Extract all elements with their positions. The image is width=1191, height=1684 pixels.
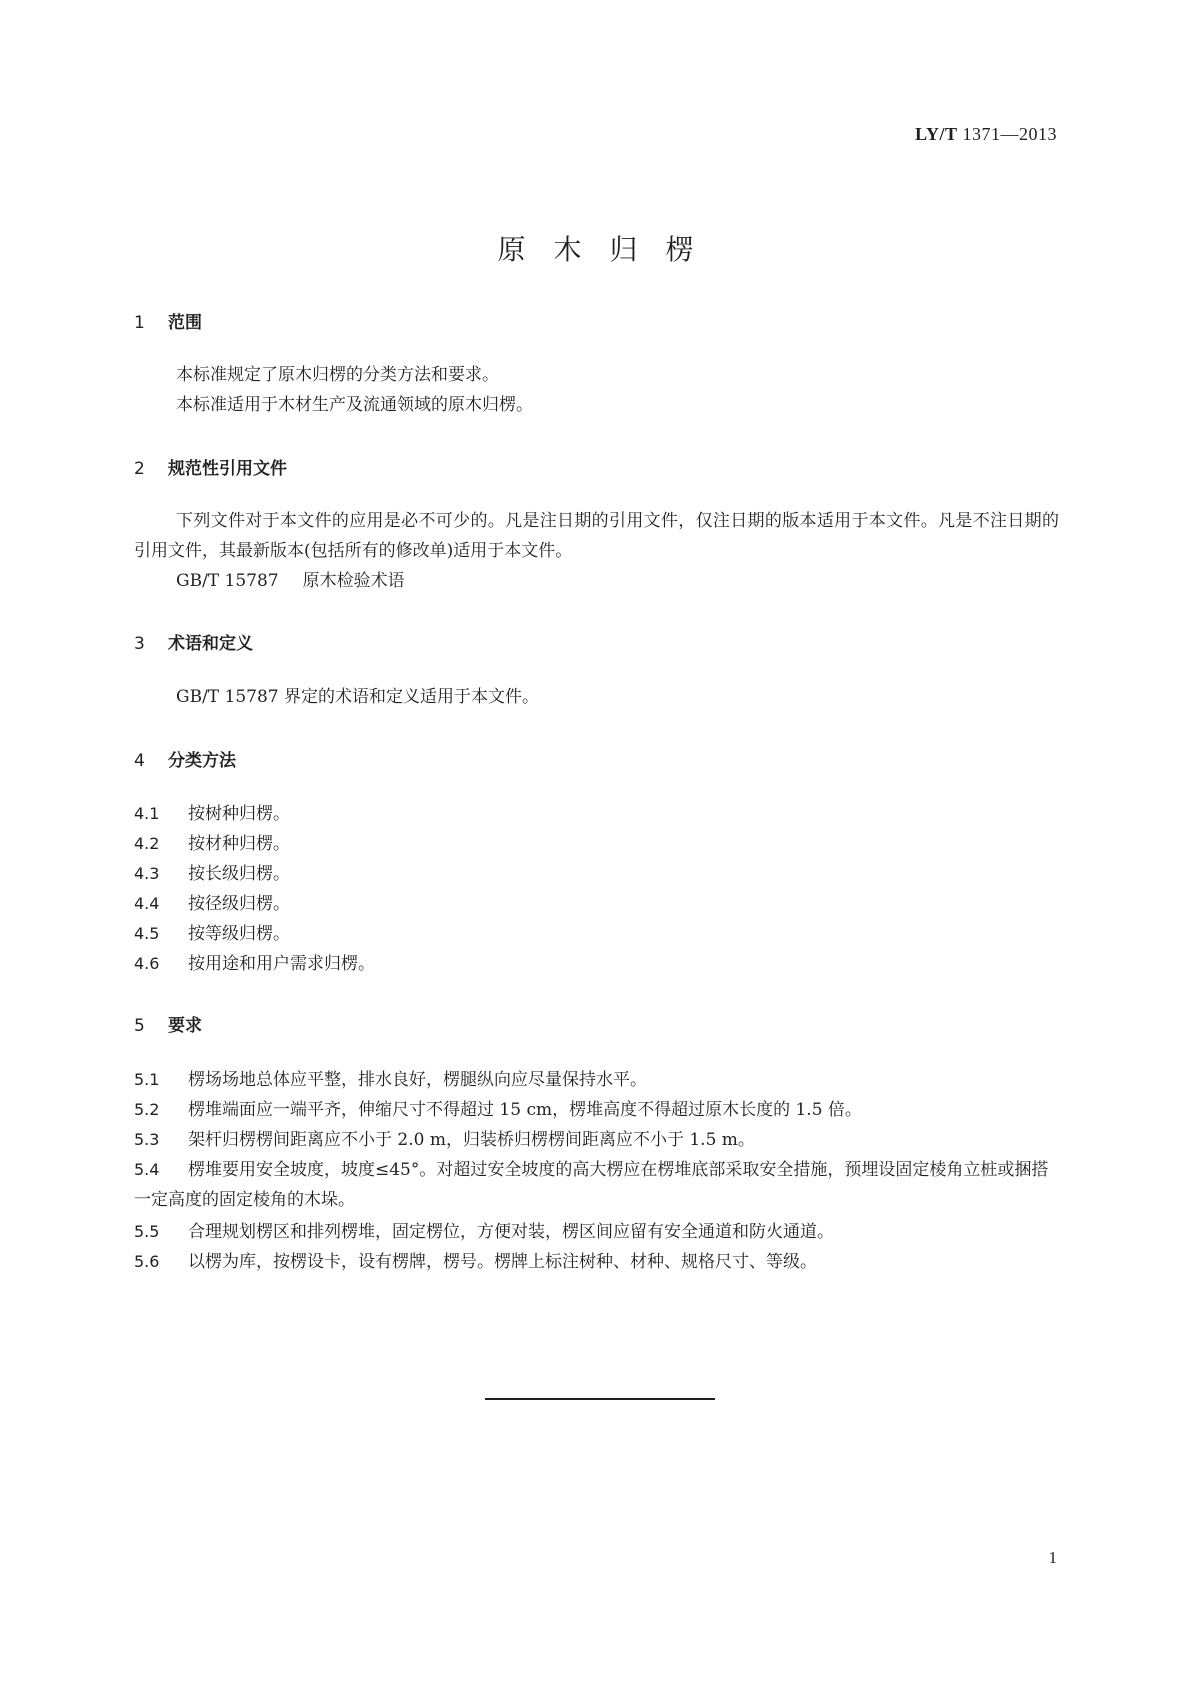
item-number: 5.2 — [134, 1100, 160, 1119]
standard-code-prefix: LY/T — [915, 124, 958, 144]
section-title: 规范性引用文件 — [168, 459, 287, 479]
item-number: 4.6 — [134, 954, 160, 973]
end-of-document-rule — [485, 1398, 715, 1400]
item-number: 5.5 — [134, 1222, 160, 1241]
section-5-heading — [134, 1011, 202, 1036]
section-2-heading — [134, 454, 287, 479]
list-item — [134, 888, 1059, 920]
item-number: 4.5 — [134, 924, 160, 943]
section-number: 4 — [134, 751, 145, 771]
section-number: 5 — [134, 1016, 145, 1036]
list-item — [134, 1155, 1059, 1215]
item-text: 按径级归楞。 — [188, 894, 290, 914]
section-title: 分类方法 — [168, 751, 236, 771]
list-item — [134, 918, 1059, 950]
section-title: 术语和定义 — [168, 634, 253, 654]
standard-code — [915, 124, 1057, 145]
page-number: 1 — [1048, 1548, 1057, 1567]
section-4-heading — [134, 746, 236, 771]
list-item — [134, 1246, 1059, 1278]
section-2-paragraph: 下列文件对于本文件的应用是必不可少的。凡是注日期的引用文件，仅注日期的版本适用于本文件。凡是不注日期的引用文件，其最新版本(包括所有的修改单)适用于本文件。 — [134, 511, 1059, 561]
item-text: 合理规划楞区和排列楞堆，固定楞位，方便对装，楞区间应留有安全通道和防火通道。 — [188, 1222, 834, 1242]
list-item — [134, 858, 1059, 890]
item-text: 按长级归楞。 — [188, 864, 290, 884]
item-text: 架杆归楞楞间距离应不小于 2.0 m，归装桥归楞楞间距离应不小于 1.5 m。 — [188, 1130, 755, 1150]
item-number: 4.1 — [134, 804, 160, 823]
document-title: 原木归楞 — [497, 233, 722, 266]
list-item — [134, 798, 1059, 830]
list-item — [134, 948, 1059, 980]
item-number: 5.4 — [134, 1160, 160, 1179]
section-1-paragraph-1: 本标准规定了原木归楞的分类方法和要求。 — [176, 365, 499, 385]
item-text: 按树种归楞。 — [188, 804, 290, 824]
normative-reference — [134, 566, 1059, 596]
section-3-heading — [134, 629, 253, 654]
item-text: 楞堆要用安全坡度，坡度≤45°。对超过安全坡度的高大楞应在楞堆底部采取安全措施，预埋设固定棱角立桩或捆搭一定高度的固定棱角的木垛。 — [134, 1160, 1049, 1210]
item-number: 4.2 — [134, 834, 160, 853]
reference-title: 原木检验术语 — [302, 571, 405, 591]
section-1-paragraph-2: 本标准适用于木材生产及流通领域的原木归楞。 — [176, 395, 533, 415]
item-text: 按等级归楞。 — [188, 924, 290, 944]
list-item — [134, 828, 1059, 860]
item-number: 4.3 — [134, 864, 160, 883]
item-text: 以楞为库，按楞设卡，设有楞牌，楞号。楞牌上标注树种、材种、规格尺寸、等级。 — [188, 1252, 817, 1272]
section-title: 范围 — [168, 313, 202, 333]
standard-code-number: 1371—2013 — [962, 124, 1057, 144]
section-3-paragraph: GB/T 15787 界定的术语和定义适用于本文件。 — [176, 687, 540, 707]
item-text: 楞场场地总体应平整，排水良好，楞腿纵向应尽量保持水平。 — [188, 1070, 647, 1090]
list-item — [134, 1216, 1059, 1248]
section-number: 2 — [134, 459, 145, 479]
item-number: 5.6 — [134, 1252, 160, 1271]
section-number: 3 — [134, 634, 145, 654]
item-text: 楞堆端面应一端平齐，伸缩尺寸不得超过 15 cm，楞堆高度不得超过原木长度的 1.5 倍。 — [188, 1100, 862, 1120]
item-number: 5.3 — [134, 1130, 160, 1149]
item-number: 5.1 — [134, 1070, 160, 1089]
section-title: 要求 — [168, 1016, 202, 1036]
reference-code: GB/T 15787 — [176, 571, 279, 591]
list-item — [134, 1094, 1059, 1126]
section-1-heading — [134, 308, 202, 333]
item-text: 按材种归楞。 — [188, 834, 290, 854]
list-item — [134, 1064, 1059, 1096]
item-number: 4.4 — [134, 894, 160, 913]
section-number: 1 — [134, 313, 145, 333]
item-text: 按用途和用户需求归楞。 — [188, 954, 375, 974]
list-item — [134, 1124, 1059, 1156]
